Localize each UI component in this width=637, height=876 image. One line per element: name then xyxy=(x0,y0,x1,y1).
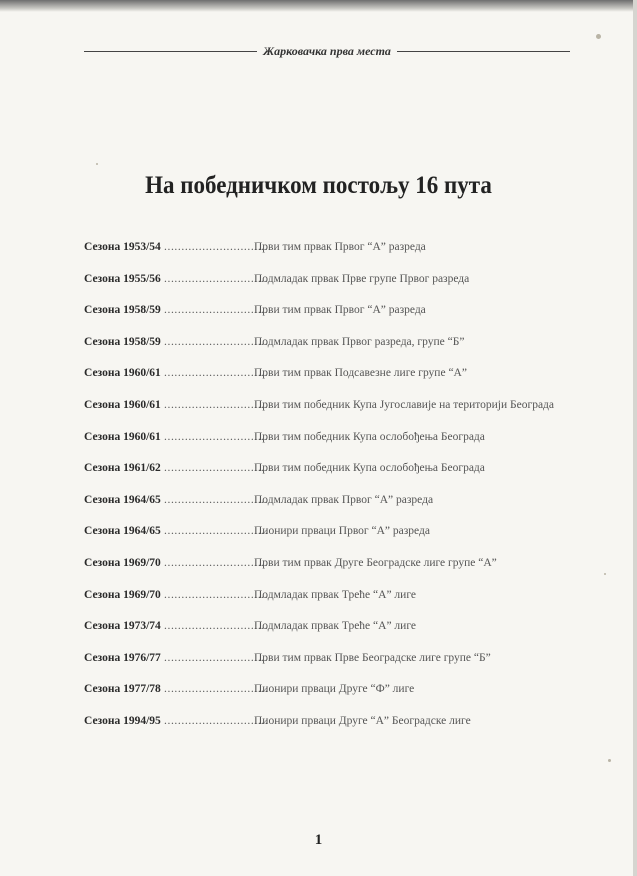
season-label: Сезона 1969/70 xyxy=(84,556,161,569)
page-title: На победничком постољу 16 пута xyxy=(145,172,492,199)
season-label: Сезона 1964/65 xyxy=(84,525,161,538)
season-label: Сезона 1955/56 xyxy=(84,272,161,285)
list-item xyxy=(84,652,584,684)
list-item xyxy=(84,273,584,305)
achievement-text: Подмладак првак Првог разреда, групе “Б” xyxy=(254,335,465,348)
list-item xyxy=(84,336,584,368)
season-label: Сезона 1953/54 xyxy=(84,241,161,253)
achievement-text: Први тим првак Првог “А” разреда xyxy=(254,304,426,317)
dot-leader: .............................. xyxy=(164,304,269,317)
achievement-text: Пионири прваци Друге “А” Београдске лиге xyxy=(254,714,471,727)
season-label: Сезона 1960/61 xyxy=(84,398,161,411)
dot-leader: .............................. xyxy=(164,398,269,411)
list-item xyxy=(84,241,584,273)
dot-leader: .............................. xyxy=(164,430,269,443)
list-item xyxy=(84,715,584,747)
season-label: Сезона 1976/77 xyxy=(84,651,161,664)
season-label: Сезона 1961/62 xyxy=(84,462,161,475)
achievement-text: Подмладак првак Првог “А” разреда xyxy=(254,493,434,506)
dot-leader: .............................. xyxy=(164,556,269,569)
dot-leader: .............................. xyxy=(164,462,269,475)
season-label: Сезона 1960/61 xyxy=(84,430,161,443)
season-label: Сезона 1960/61 xyxy=(84,367,161,380)
season-label: Сезона 1964/65 xyxy=(84,493,161,506)
achievement-text: Први тим првак Прве Београдске лиге групе “Б” xyxy=(254,651,491,664)
list-item xyxy=(84,462,584,494)
dot-leader: .............................. xyxy=(164,714,269,727)
page-number: 1 xyxy=(314,832,323,848)
running-header xyxy=(84,44,570,59)
season-label: Сезона 1969/70 xyxy=(84,588,161,601)
scan-speck xyxy=(604,573,606,575)
dot-leader: .............................. xyxy=(164,493,269,506)
dot-leader: .............................. xyxy=(164,525,269,538)
championship-list xyxy=(84,241,584,747)
list-item xyxy=(84,399,584,431)
achievement-text: Први тим победник Купа ослобођења Београда xyxy=(254,430,485,443)
list-item xyxy=(84,367,584,399)
achievement-text: Пионири прваци Првог “А” разреда xyxy=(254,525,430,538)
dot-leader: .............................. xyxy=(164,651,269,664)
scan-top-edge xyxy=(0,0,637,12)
achievement-text: Пионири прваци Друге “Ф” лиге xyxy=(254,683,415,696)
list-item xyxy=(84,620,584,652)
list-item xyxy=(84,589,584,621)
achievement-text: Подмладак првак Треће “А” лиге xyxy=(254,588,416,601)
achievement-text: Први тим првак Подсавезне лиге групе “А” xyxy=(254,367,467,380)
dot-leader: .............................. xyxy=(164,367,269,380)
achievement-text: Подмладак првак Треће “А” лиге xyxy=(254,620,416,633)
achievement-text: Први тим првак Првог “А” разреда xyxy=(254,241,426,253)
list-item xyxy=(84,525,584,557)
list-item xyxy=(84,494,584,526)
dot-leader: .............................. xyxy=(164,241,269,253)
list-item xyxy=(84,304,584,336)
scan-speck xyxy=(608,759,611,762)
season-label: Сезона 1958/59 xyxy=(84,335,161,348)
scan-right-edge xyxy=(633,0,637,876)
achievement-text: Подмладак првак Прве групе Првог разреда xyxy=(254,272,470,285)
season-label: Сезона 1958/59 xyxy=(84,304,161,317)
achievement-text: Први тим победник Купа ослобођења Београда xyxy=(254,462,485,475)
achievement-text: Први тим првак Друге Београдске лиге групе “А” xyxy=(254,556,497,569)
achievement-text: Први тим победник Купа Југославије на територији Београда xyxy=(254,398,555,411)
season-label: Сезона 1973/74 xyxy=(84,620,161,633)
running-title: Жарковачка прва места xyxy=(263,44,391,58)
dot-leader: .............................. xyxy=(164,588,269,601)
season-label: Сезона 1977/78 xyxy=(84,683,161,696)
header-rule-left xyxy=(84,51,257,52)
scan-speck xyxy=(596,34,601,39)
dot-leader: .............................. xyxy=(164,335,269,348)
dot-leader: .............................. xyxy=(164,620,269,633)
list-item xyxy=(84,683,584,715)
scan-speck xyxy=(96,163,98,165)
dot-leader: .............................. xyxy=(164,272,269,285)
header-rule-right xyxy=(397,51,570,52)
list-item xyxy=(84,431,584,463)
dot-leader: .............................. xyxy=(164,683,269,696)
list-item xyxy=(84,557,584,589)
season-label: Сезона 1994/95 xyxy=(84,714,161,727)
